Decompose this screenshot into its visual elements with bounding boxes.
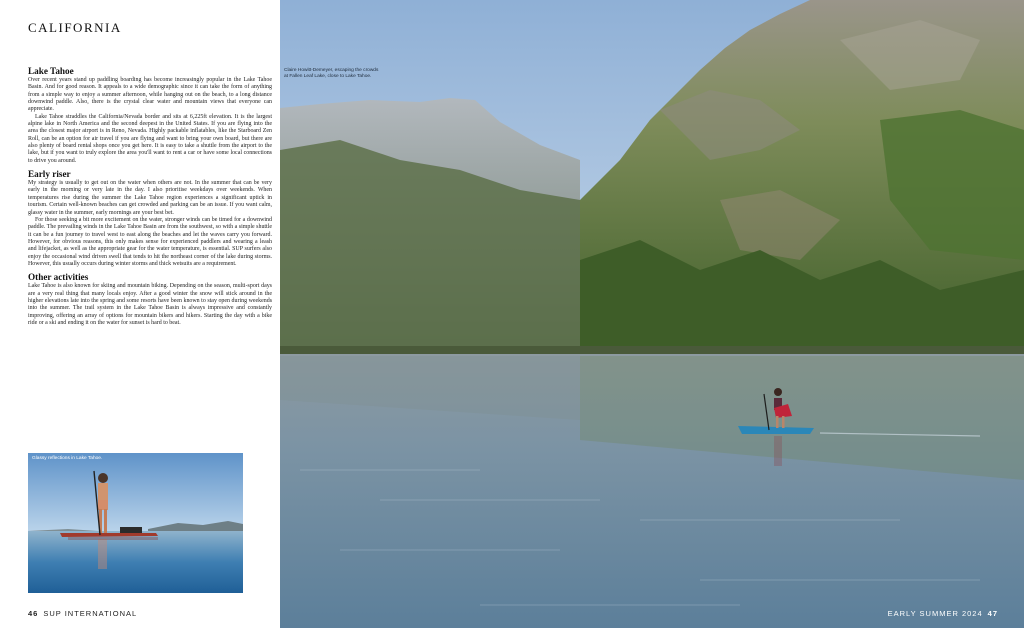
main-photo (280, 0, 1024, 628)
paragraph: For those seeking a bit more excitement on the water, stronger winds can be timed for a downwind paddle. The prevailing winds in the Lake Tahoe Basin are from the southwest, so with a simple shuttle it can be a fun journey to travel west to east along the beaches and let the waves carry you forward. However, for obvious reasons, this only makes sense for experienced paddlers and wearing a leash and lifejacket, as well as the appropriate gear for the water temperature, is essential. SUP surfers also enjoy the occasional wind driven swell that tends to hit the northeast corner of the lake during storms. However, this usually occurs during winter storms and thick wetsuits are a requirement. (28, 216, 272, 267)
page-number: 46 (28, 609, 39, 618)
right-page (280, 0, 1024, 628)
caption-line: Claire Howitt-Demeyer, escaping the crowds (284, 68, 379, 73)
issue-label: EARLY SUMMER 2024 (887, 609, 983, 618)
left-page (0, 0, 280, 628)
paragraph: Over recent years stand up paddling boarding has become increasingly popular in the Lake Tahoe Basin. And for good reason. It appeals to a wide demographic since it can take the form of anything from a simple way to enjoy a summer afternoon, while hanging out on the beach, to a long distance downwind paddle. Also, there is the crystal clear water and mountain views that everyone can appreciate. (28, 77, 272, 113)
paragraph: Lake Tahoe is also known for skiing and mountain biking. Depending on the season, multi-sport days are a very real thing that many locals enjoy. After a good winter the snow will stick around in the higher elevations late into the spring and some resorts have been known to stay open during weekends into the summer. The trail system in the Lake Tahoe Basin is always impressive and constantly improving, offering an array of options for mountain bikers and hikers. Starting the day with a bike ride or a ski and ending it on the water for sunset is hard to beat. (28, 283, 272, 326)
heading-early-riser: Early riser (28, 169, 71, 180)
paragraph: My strategy is usually to get out on the water when others are not. In the summer that can be very early in the morning or very late in the day. I also prioritise weekdays over weekends. When temperatures rise during the summer the Lake Tahoe region experiences a significant uptick in tourism. Certain well-known beaches can get crowded and parking can be an issue. If you want calm, glassy water in the summer, early mornings are your best bet. (28, 180, 272, 216)
section-header: CALIFORNIA (28, 20, 122, 35)
inset-photo (28, 453, 243, 593)
magazine-title: SUP INTERNATIONAL (43, 609, 138, 618)
folio-left (28, 609, 137, 618)
inset-caption: Glassy reflections in Lake Tahoe. (32, 456, 103, 461)
folio-right (888, 609, 998, 618)
heading-other-activities: Other activities (28, 272, 89, 283)
main-photo-caption (284, 68, 404, 80)
paragraph: Lake Tahoe straddles the California/Nevada border and sits at 6,225ft elevation. It is the largest alpine lake in North America and the second deepest in the United States. If you are flying into the area the closest major airport is in Reno, Nevada. Highly packable inflatables, like the Starboard Zen Roll, can be an option for air travel if you are flying and want to bring your own board, but there are also plenty of board rental shops once you get here. It is easy to take a shuttle from the airport to the lake, but if you want to truly explore the area you'll want to rent a car or have some local connections to drive you around. (28, 113, 272, 164)
inset-photo-image (28, 453, 243, 593)
heading-lake-tahoe: Lake Tahoe (28, 66, 74, 76)
page-number: 47 (987, 609, 998, 618)
caption-line: at Fallen Leaf Lake, close to Lake Tahoe. (284, 74, 372, 79)
article-body (28, 66, 272, 327)
